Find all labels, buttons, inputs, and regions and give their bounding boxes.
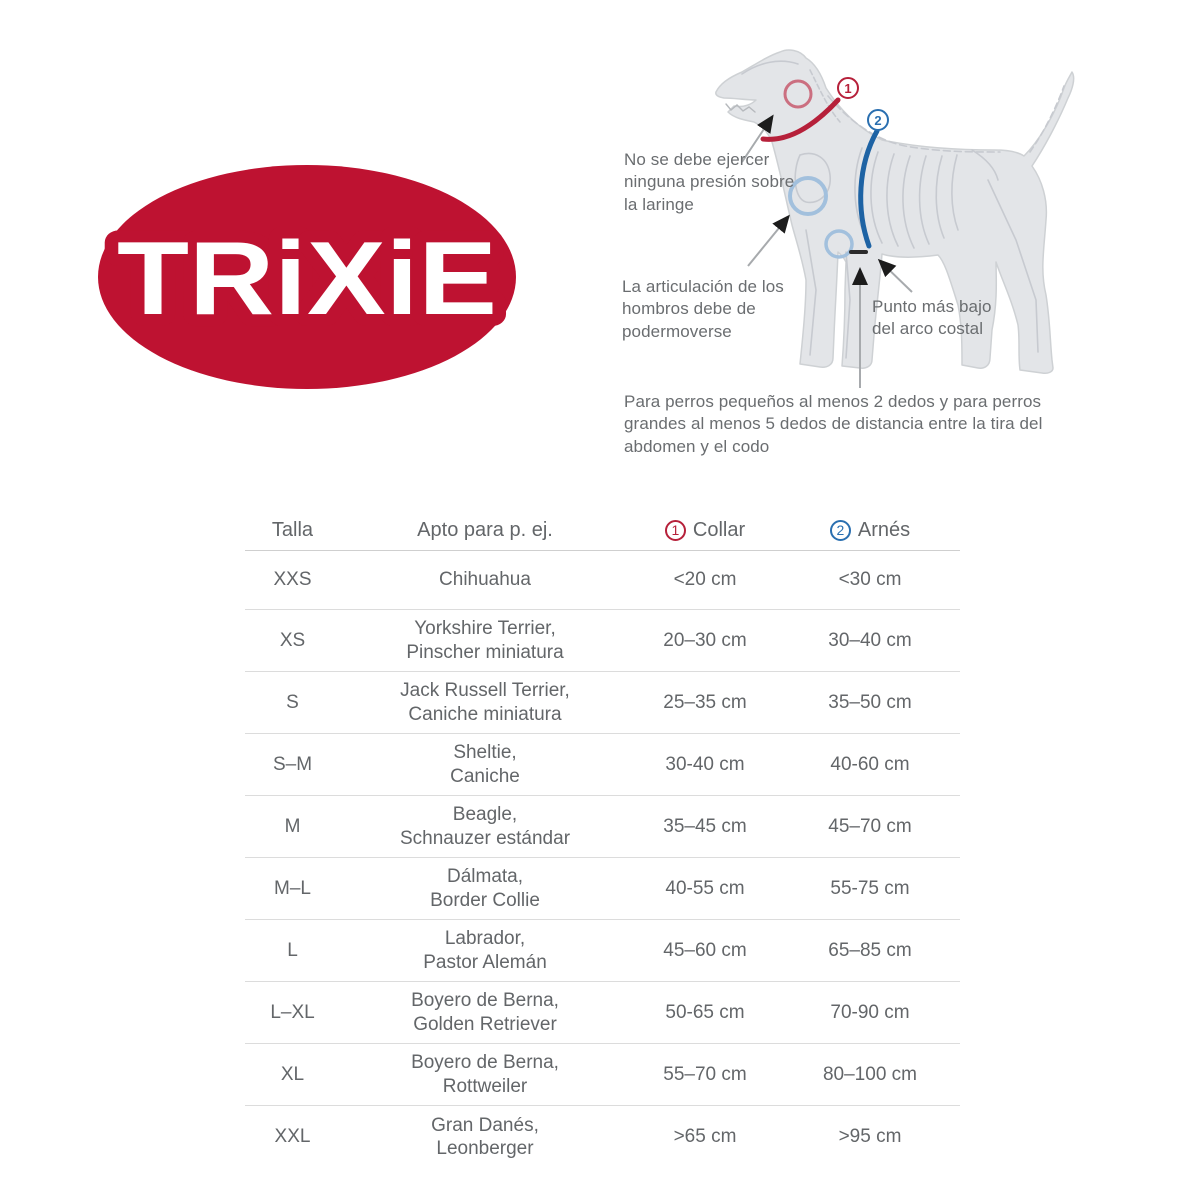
- breed-line: Schnauzer estándar: [399, 827, 571, 849]
- breeds-cell: [340, 610, 630, 672]
- table-row: [245, 858, 960, 920]
- breed-line: Pastor Alemán: [423, 951, 547, 973]
- size-cell: XL: [245, 1044, 340, 1106]
- table-row: [245, 734, 960, 796]
- breed-line: Yorkshire Terrier,: [414, 618, 556, 640]
- collar-size-cell: 20–30 cm: [630, 610, 780, 672]
- harness-size-cell: 45–70 cm: [780, 796, 960, 858]
- size-cell: M: [245, 796, 340, 858]
- breed-line: Chihuahua: [439, 569, 531, 591]
- trixie-logo: [90, 158, 524, 398]
- breed-line: Jack Russell Terrier,: [400, 680, 570, 702]
- table-row: [245, 1106, 960, 1168]
- breed-line: Sheltie,: [453, 742, 517, 764]
- collar-number: 1: [844, 81, 852, 96]
- harness-size-cell: >95 cm: [838, 1126, 902, 1148]
- breed-line: Leonberger: [436, 1137, 534, 1159]
- harness-number-icon: 2: [830, 520, 851, 541]
- size-cell: XS: [245, 610, 340, 672]
- breed-line: Pinscher miniatura: [406, 641, 564, 663]
- harness-size-cell: 55-75 cm: [780, 858, 960, 920]
- breed-line: Dálmata,: [446, 866, 524, 888]
- collar-number-badge: [838, 78, 858, 98]
- harness-size-cell: 35–50 cm: [780, 672, 960, 734]
- breed-line: Border Collie: [430, 889, 540, 911]
- collar-size-cell: 45–60 cm: [630, 920, 780, 982]
- size-table-body: [245, 551, 960, 1168]
- annotation-larynx: No se debe ejercer ninguna presión sobre la laringe: [624, 150, 795, 214]
- table-header-row: [245, 510, 960, 551]
- annotation-shoulder: La articulación de los hombros debe de podermoverse: [622, 277, 784, 341]
- header-harness: [780, 510, 960, 551]
- breed-line: Caniche miniatura: [408, 703, 562, 725]
- annotation-abdomen: Para perros pequeños al menos 2 dedos y para perros grandes al menos 5 dedos de distancia entre la tira del abdomen y el codo: [624, 392, 1043, 456]
- size-cell: XXS: [245, 551, 340, 610]
- collar-size-cell: 40-55 cm: [630, 858, 780, 920]
- size-table: [245, 510, 960, 1168]
- size-cell: M–L: [245, 858, 340, 920]
- collar-size-cell: 50-65 cm: [630, 982, 780, 1044]
- logo-text: TRiXiE: [117, 221, 497, 337]
- breed-line: Caniche: [450, 765, 520, 787]
- breeds-cell: [340, 672, 630, 734]
- size-cell: XXL: [274, 1126, 311, 1148]
- breed-line: Golden Retriever: [413, 1013, 557, 1035]
- header-collar-label: Collar: [692, 518, 746, 541]
- header-suitable: Apto para p. ej.: [340, 510, 630, 551]
- breed-line: Rottweiler: [442, 1075, 528, 1097]
- collar-size-cell: 35–45 cm: [630, 796, 780, 858]
- annotation-rib: Punto más bajo del arco costal: [872, 297, 992, 339]
- harness-number-badge: [868, 110, 888, 130]
- table-row: [245, 610, 960, 672]
- size-cell: S: [245, 672, 340, 734]
- header-harness-label: Arnés: [857, 518, 911, 541]
- collar-size-cell: >65 cm: [673, 1126, 737, 1148]
- table-row: [245, 1044, 960, 1106]
- collar-number-icon: 1: [665, 520, 686, 541]
- table-row: [245, 551, 960, 610]
- harness-number: 2: [874, 113, 882, 128]
- harness-size-cell: 70-90 cm: [780, 982, 960, 1044]
- breeds-cell: [340, 551, 630, 610]
- breeds-cell: [340, 858, 630, 920]
- breeds-cell: [340, 920, 630, 982]
- collar-size-cell: 25–35 cm: [630, 672, 780, 734]
- breed-line: Beagle,: [452, 804, 518, 826]
- harness-size-cell: 80–100 cm: [780, 1044, 960, 1106]
- collar-size-cell: <20 cm: [630, 551, 780, 610]
- size-cell: L: [245, 920, 340, 982]
- breeds-cell: [340, 796, 630, 858]
- table-row: [245, 796, 960, 858]
- collar-size-cell: 55–70 cm: [630, 1044, 780, 1106]
- breed-line: Boyero de Berna,: [411, 1052, 559, 1074]
- breeds-cell: [340, 982, 630, 1044]
- table-row: [245, 920, 960, 982]
- breed-line: Boyero de Berna,: [411, 990, 559, 1012]
- breed-line: Labrador,: [444, 928, 526, 950]
- size-cell: L–XL: [245, 982, 340, 1044]
- breeds-cell: [340, 734, 630, 796]
- harness-size-cell: <30 cm: [780, 551, 960, 610]
- table-row: [245, 672, 960, 734]
- harness-size-cell: 30–40 cm: [780, 610, 960, 672]
- collar-size-cell: 30-40 cm: [630, 734, 780, 796]
- breeds-cell: [340, 1106, 630, 1168]
- table-row: [245, 982, 960, 1044]
- harness-size-cell: 40-60 cm: [780, 734, 960, 796]
- breeds-cell: [340, 1044, 630, 1106]
- breed-line: Gran Danés,: [431, 1114, 539, 1136]
- harness-size-cell: 65–85 cm: [780, 920, 960, 982]
- size-cell: S–M: [245, 734, 340, 796]
- header-collar: [630, 510, 780, 551]
- header-size: Talla: [245, 510, 340, 551]
